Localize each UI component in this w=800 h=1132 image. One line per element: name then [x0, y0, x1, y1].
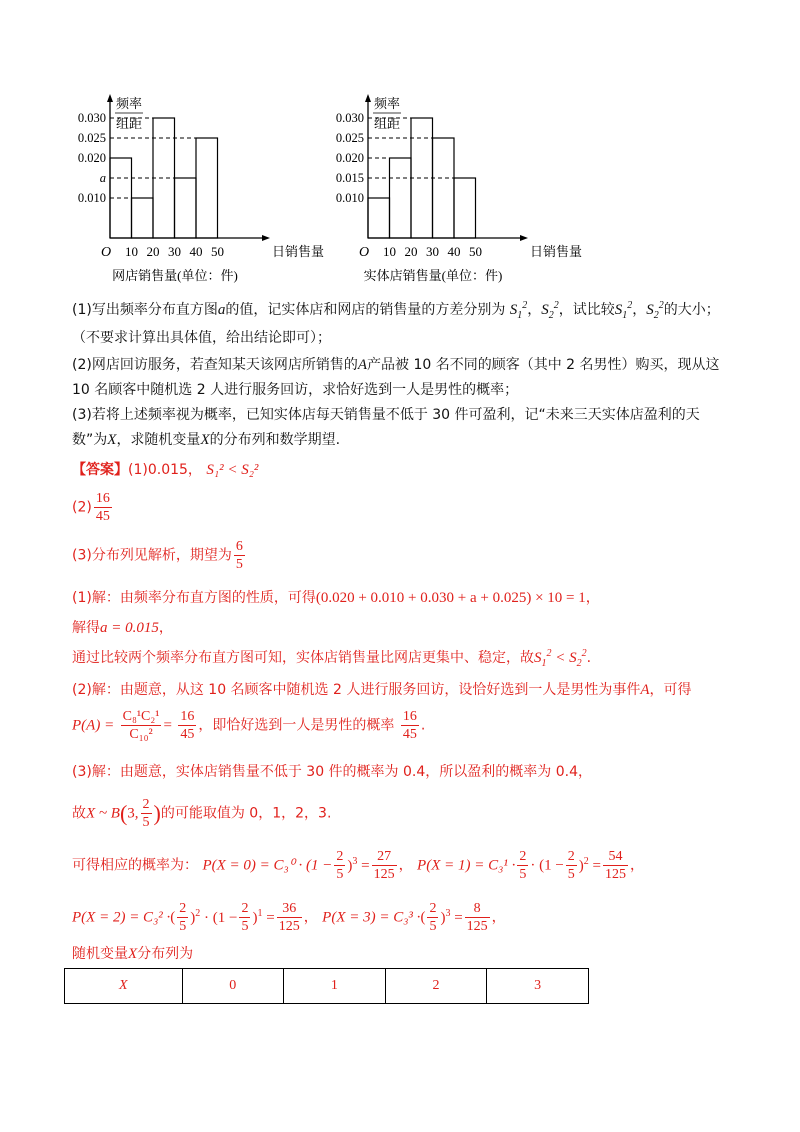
- table-cell: 1: [284, 969, 386, 1004]
- question-1-line-1: (1)写出频率分布直方图a的值，记实体店和网店的销售量的方差分别为 $S_1^2$，$S_2^2$，试比较$S_1^2$，$S_2^2$的大小；: [72, 300, 720, 321]
- question-3-line-2: 数”为X，求随机变量X的分布列和数学期望.: [72, 432, 341, 448]
- y-tick-label: 0.020: [77, 151, 106, 165]
- y-tick-label: 0.030: [335, 111, 364, 125]
- histogram-bar: [153, 118, 175, 238]
- histogram-bar: [390, 158, 412, 238]
- solution-1-line-1: (1)解：由频率分布直方图的性质，可得(0.020 + 0.010 + 0.030 + a + 0.025) × 10 = 1，: [72, 590, 600, 606]
- solution-3-line-3: 可得相应的概率为： P(X = 0) = C₃⁰ · (1 − $\frac{2}{5}$ )$^3$ = $\frac{27}{125}$ ， P(X = 1) = C₃¹ · $\frac{2}{5}$ · (1 − $\frac{2}{5}$ )$^2$ = $\frac{54}{125}$ ，: [72, 849, 644, 882]
- y-axis-label-bottom: 组距: [116, 116, 143, 131]
- x-tick-label: 10: [125, 244, 138, 259]
- x-axis-arrow: [520, 235, 528, 241]
- histogram-bar: [132, 198, 154, 238]
- x-tick-label: 50: [469, 244, 482, 259]
- y-tick-label: 0.010: [335, 191, 364, 205]
- x-tick-label: 40: [189, 244, 203, 259]
- table-row: [65, 969, 589, 1004]
- y-tick-label: 0.010: [77, 191, 106, 205]
- solution-3-line-5: 随机变量X分布列为: [72, 946, 194, 962]
- table-cell: 0: [182, 969, 284, 1004]
- y-axis-label-top: 频率: [374, 96, 401, 111]
- x-axis-label: 日销售量: [272, 244, 325, 259]
- histogram-bar: [411, 118, 433, 238]
- answer-line-3: (3)分布列见解析，期望为 $\frac{6}{5}$: [72, 539, 243, 572]
- question-2-line-2: 10 名顾客中随机选 2 人进行服务回访，求恰好选到一人是男性的概率；: [72, 382, 519, 398]
- y-tick-label: 0.025: [77, 131, 106, 145]
- y-axis-arrow: [365, 94, 371, 102]
- histogram-bar: [196, 138, 218, 238]
- y-tick-label: 0.025: [335, 131, 364, 145]
- answer-line-2: (2) $\frac{16}{45}$: [72, 491, 110, 524]
- x-tick-label: 40: [447, 244, 461, 259]
- x-tick-label: 20: [404, 244, 418, 259]
- y-axis-arrow: [107, 94, 113, 102]
- y-tick-label: 0.015: [335, 171, 364, 185]
- histogram-bar: [175, 178, 197, 238]
- table-cell: 3: [487, 969, 589, 1004]
- histogram-bar: [454, 178, 476, 238]
- solution-3-line-4: P(X = 2) = C₃² ·( $\frac{2}{5}$ )$^2$ · (1 − $\frac{2}{5}$ )$^1$ = $\frac{36}{125}$ ， P(X = 3) = C₃³ ·( $\frac{2}{5}$ )$^3$ = $\frac{8}{125}$ ，: [72, 901, 506, 934]
- y-tick-label: 0.020: [335, 151, 364, 165]
- x-axis-arrow: [262, 235, 270, 241]
- distribution-table: [64, 968, 589, 1004]
- origin-label: O: [358, 245, 370, 260]
- answer-line-1: 【答案】(1)0.015， S₁² < S₂²: [72, 462, 259, 478]
- histogram-bar: [433, 138, 455, 238]
- y-axis-label-top: 频率: [116, 96, 143, 111]
- histogram-online-store: [60, 92, 325, 292]
- histogram-online-svg: [60, 92, 325, 292]
- table-cell: 2: [385, 969, 487, 1004]
- question-1-line-2: （不要求计算出具体值，给出结论即可）；: [72, 330, 331, 346]
- x-tick-label: 10: [383, 244, 396, 259]
- y-tick-label: 0.030: [77, 111, 106, 125]
- origin-label: O: [100, 245, 112, 260]
- y-tick-label: a: [99, 171, 106, 185]
- x-tick-label: 30: [168, 244, 181, 259]
- solution-1-line-3: 通过比较两个频率分布直方图可知，实体店销售量比网店更集中、稳定，故$S_1^2 < S_2^2$.: [72, 648, 592, 669]
- solution-3-line-2: 故X ~ B(3, $\frac{2}{5}$ )的可能取值为 0，1，2，3.: [72, 797, 332, 830]
- table-cell-x: X: [65, 969, 183, 1004]
- solution-1-line-2: 解得a = 0.015，: [72, 620, 173, 636]
- chart-title: 网店销售量(单位：件): [112, 268, 238, 283]
- x-axis-label: 日销售量: [530, 244, 583, 259]
- histogram-physical-store: [318, 92, 583, 292]
- x-tick-label: 50: [211, 244, 224, 259]
- y-axis-label-bottom: 组距: [374, 116, 401, 131]
- question-3-line-1: (3)若将上述频率视为概率，已知实体店每天销售量不低于 30 件可盈利，记“未来三天实体店盈利的天: [72, 407, 700, 423]
- histogram-bar: [368, 198, 390, 238]
- histogram-physical-svg: [318, 92, 583, 292]
- solution-2-line-2: P(A) = $\frac{\text{C₈¹C₂¹}}{\text{C₁₀²}}$ = $\frac{16}{45}$ ，即恰好选到一人是男性的概率 $\frac{16}{45}$ .: [72, 709, 426, 742]
- solution-3-line-1: (3)解：由题意，实体店销售量不低于 30 件的概率为 0.4，所以盈利的概率为 0.4，: [72, 764, 592, 780]
- solution-2-line-1: (2)解：由题意，从这 10 名顾客中随机选 2 人进行服务回访，设恰好选到一人是男性为事件A，可得: [72, 682, 692, 698]
- x-tick-label: 30: [426, 244, 439, 259]
- chart-title: 实体店销售量(单位：件): [363, 268, 503, 283]
- question-2-line-1: (2)网店回访服务，若查知某天该网店所销售的A产品被 10 名不同的顾客（其中 2 名男性）购买，现从这: [72, 357, 720, 373]
- x-tick-label: 20: [146, 244, 160, 259]
